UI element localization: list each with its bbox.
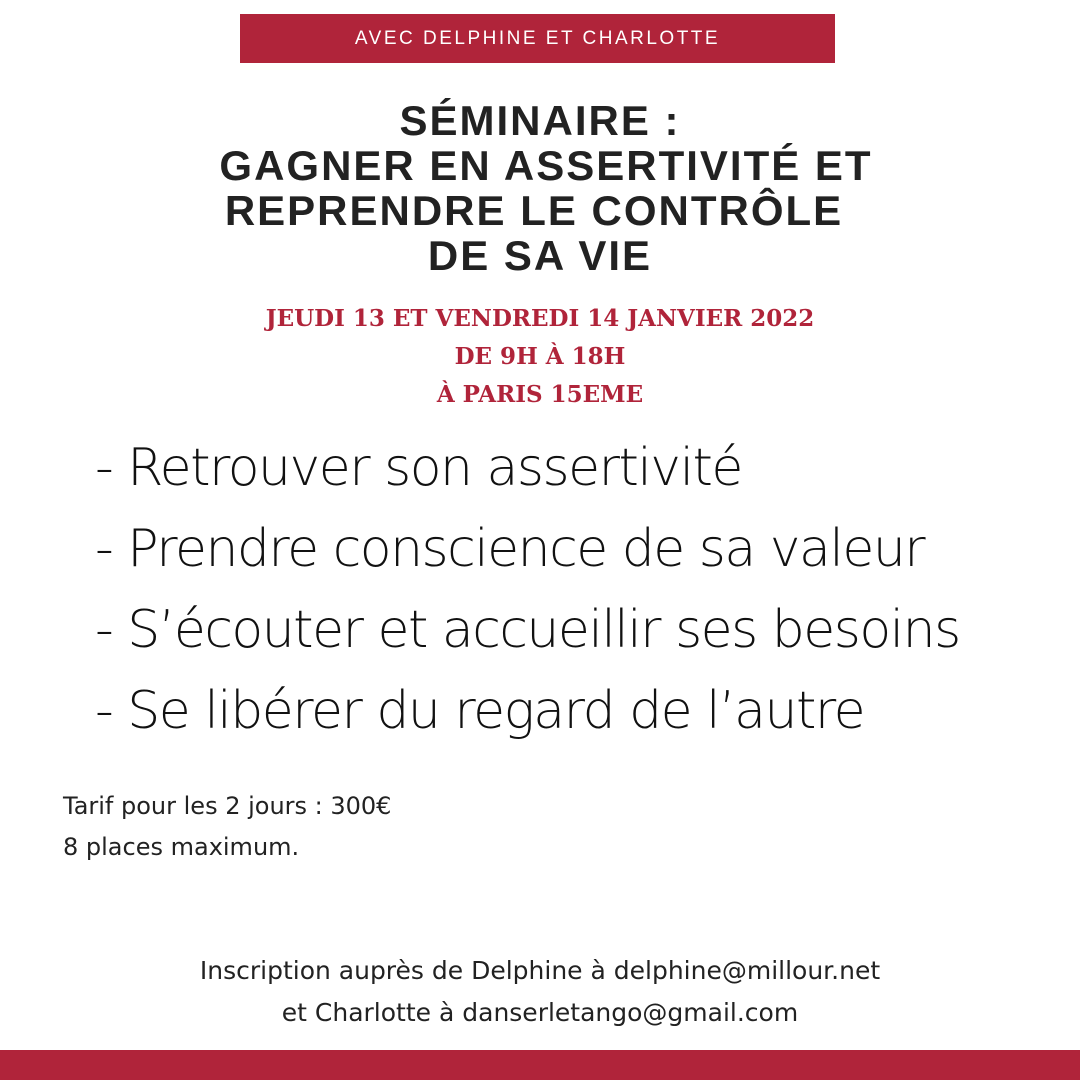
benefit-item: - Se libérer du regard de l’autre bbox=[95, 681, 865, 741]
contact-line: et Charlotte à danserletango@gmail.com bbox=[281, 998, 799, 1027]
contact-line: Inscription auprès de Delphine à delphine@millour.net bbox=[199, 956, 881, 985]
seminar-title bbox=[0, 98, 1080, 278]
price-text: Tarif pour les 2 jours : 300€ bbox=[63, 792, 392, 820]
title-line: GAGNER EN ASSERTIVITÉ ET bbox=[219, 142, 873, 189]
footer-bar bbox=[0, 1050, 1080, 1080]
benefit-item: - S’écouter et accueillir ses besoins bbox=[95, 600, 960, 660]
event-location: À PARIS 15EME bbox=[436, 381, 644, 408]
title-line: DE SA VIE bbox=[427, 232, 653, 279]
event-details bbox=[0, 300, 1080, 414]
benefit-item: - Retrouver son assertivité bbox=[95, 438, 742, 498]
registration-contact bbox=[0, 950, 1080, 1034]
title-line: SÉMINAIRE : bbox=[399, 97, 681, 144]
places-text: 8 places maximum. bbox=[63, 833, 300, 861]
benefit-item: - Prendre conscience de sa valeur bbox=[95, 519, 925, 579]
organizers-banner: AVEC DELPHINE ET CHARLOTTE bbox=[240, 14, 835, 63]
benefits-list bbox=[95, 428, 960, 752]
pricing-info bbox=[63, 786, 391, 868]
title-line: REPRENDRE LE CONTRÔLE bbox=[224, 187, 844, 234]
event-hours: DE 9H À 18H bbox=[454, 343, 626, 370]
event-dates: JEUDI 13 ET VENDREDI 14 JANVIER 2022 bbox=[265, 305, 815, 332]
